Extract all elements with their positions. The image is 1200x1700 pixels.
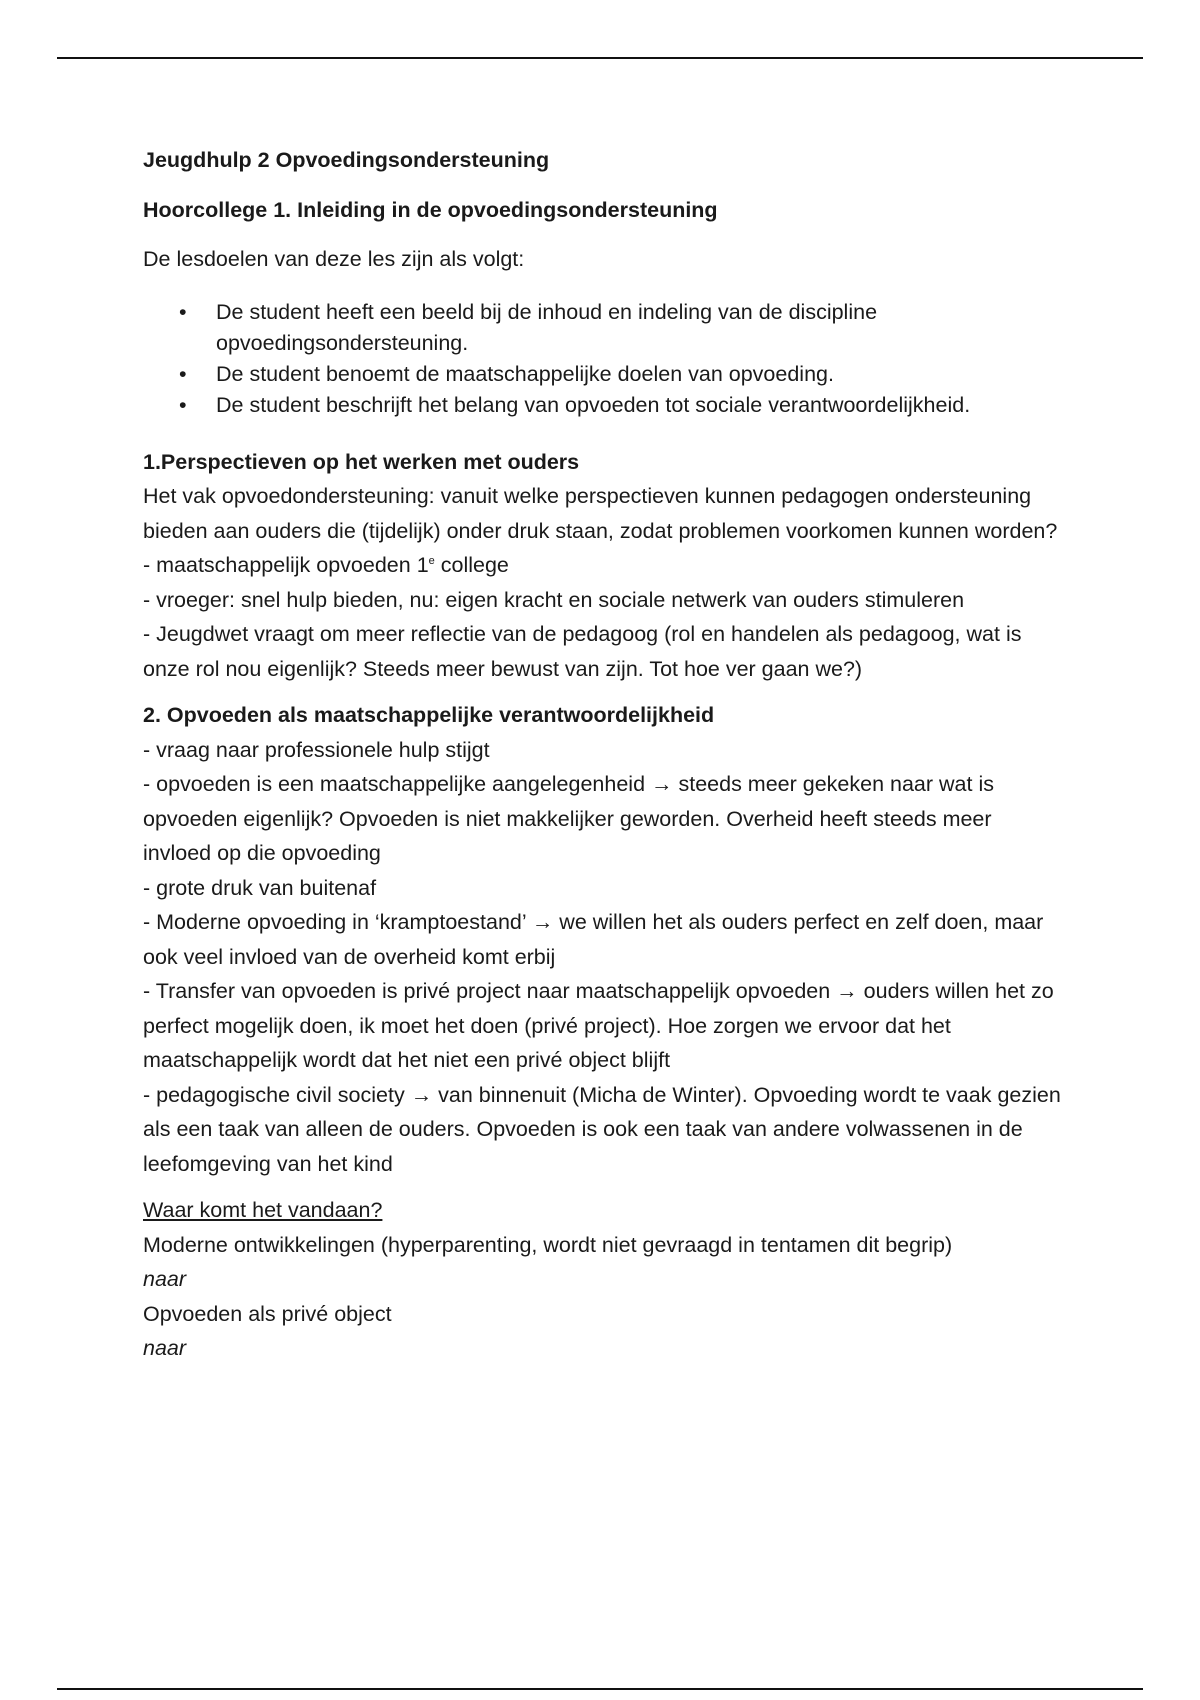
section-line-text: - maatschappelijk opvoeden 1 — [143, 553, 429, 577]
document-body — [143, 144, 1063, 1378]
section-line: - grote druk van buitenaf — [143, 875, 377, 900]
section-paragraph: Het vak opvoedondersteuning: vanuit welke perspectieven kunnen pedagogen ondersteuning bieden aan ouders die (tijdelijk) onder druk staan, zodat problemen voorkomen kunnen worden? — [143, 484, 1058, 543]
learning-goal: • De student benoemt de maatschappelijke doelen van opvoeding. — [216, 359, 1063, 390]
section-heading: 2. Opvoeden als maatschappelijke verantwoordelijkheid — [143, 703, 715, 727]
section-line-text: college — [434, 553, 509, 577]
section-line: Opvoeden als privé object — [143, 1301, 392, 1326]
section-line: - Transfer van opvoeden is privé project naar maatschappelijk opvoeden → ouders willen het zo perfect mogelijk doen, ik moet het doen (privé project). Hoe zorgen we ervoor dat het maatschappelijk wordt dat het niet een privé object blijft — [143, 979, 1054, 1072]
section-heading: Waar komt het vandaan? — [143, 1198, 383, 1222]
section-line-italic: naar — [143, 1267, 187, 1291]
section-perspectives — [143, 445, 1063, 687]
section-heading: 1.Perspectieven op het werken met ouders — [143, 449, 580, 474]
section-line: - Moderne opvoeding in ‘kramptoestand’ → we willen het als ouders perfect en zelf doen, maar ook veel invloed van de overheid komt erbij — [143, 910, 1044, 969]
section-responsibility — [143, 698, 1063, 1181]
section-line — [143, 548, 1063, 583]
document-title: Jeugdhulp 2 Opvoedingsondersteuning — [143, 148, 550, 172]
intro-text: De lesdoelen van deze les zijn als volgt: — [143, 247, 525, 271]
section-origin — [143, 1193, 1063, 1366]
section-line: - Jeugdwet vraagt om meer reflectie van de pedagoog (rol en handelen als pedagoog, wat is onze rol nou eigenlijk? Steeds meer bewust van zijn. Tot hoe ver gaan we?) — [143, 622, 1022, 681]
section-line: - vroeger: snel hulp bieden, nu: eigen kracht en sociale netwerk van ouders stimuleren — [143, 587, 965, 612]
footer-rule — [57, 1688, 1143, 1690]
section-line: - vraag naar professionele hulp stijgt — [143, 737, 490, 762]
section-line-italic: naar — [143, 1336, 187, 1360]
learning-goal: • De student heeft een beeld bij de inhoud en indeling van de discipline opvoedingsondersteuning. — [216, 297, 1063, 359]
section-line: Moderne ontwikkelingen (hyperparenting, wordt niet gevraagd in tentamen dit begrip) — [143, 1232, 953, 1257]
section-line: - pedagogische civil society → van binnenuit (Micha de Winter). Opvoeding wordt te vaak gezien als een taak van alleen de ouders. Opvoeden is ook een taak van andere volwassenen in de leefomgeving van het kind — [143, 1082, 1061, 1176]
header-rule — [57, 57, 1143, 59]
learning-goal: • De student beschrijft het belang van opvoeden tot sociale verantwoordelijkheid. — [216, 390, 1063, 421]
section-line: - opvoeden is een maatschappelijke aangelegenheid → steeds meer gekeken naar wat is opvoeden eigenlijk? Opvoeden is niet makkelijker geworden. Overheid heeft steeds meer invloed op die opvoeding — [143, 772, 994, 865]
lecture-title: Hoorcollege 1. Inleiding in de opvoedingsondersteuning — [143, 198, 718, 222]
learning-goals-list — [143, 297, 1063, 421]
superscript: e — [428, 554, 435, 567]
